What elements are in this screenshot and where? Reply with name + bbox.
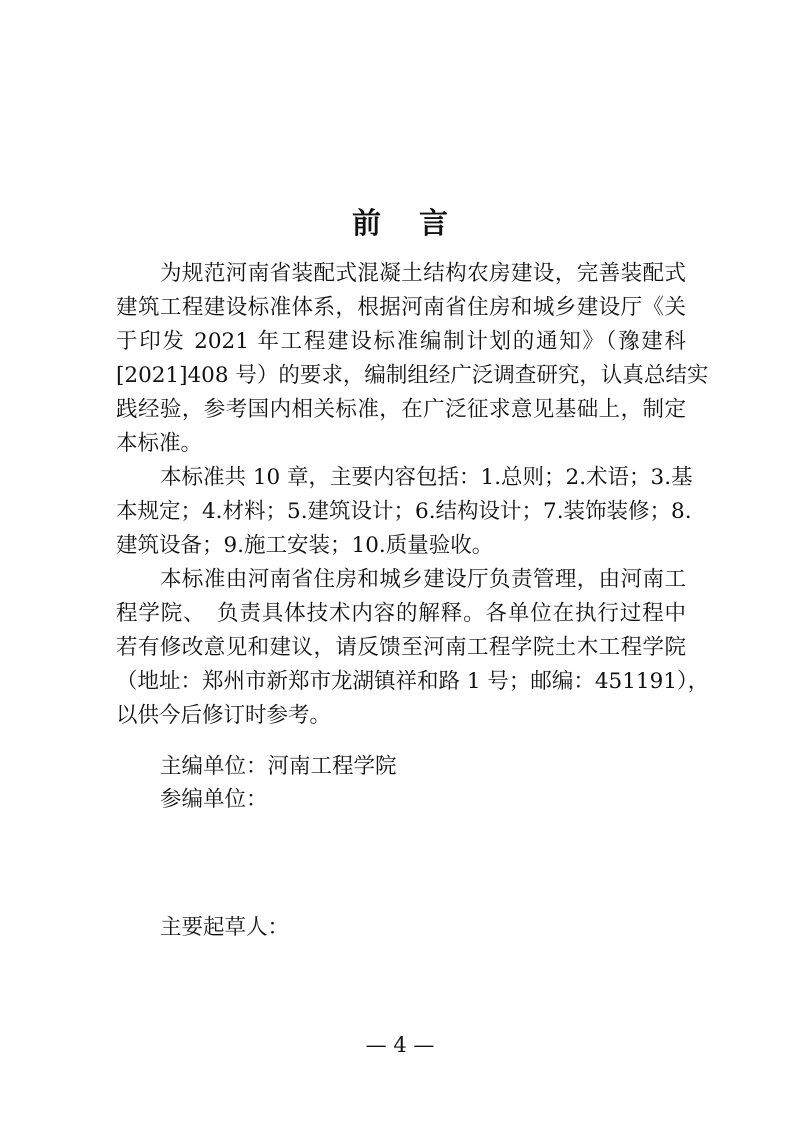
- paragraph-2-line-1: 本标准共 10 章，主要内容包括：1.总则；2.术语；3.基: [160, 465, 693, 490]
- paragraph-1-line-4: [2021]408 号）的要求，编制组经广泛调查研究，认真总结实: [116, 363, 709, 388]
- paragraph-2-line-2: 本规定；4.材料；5.建筑设计；6.结构设计；7.装饰装修；8.: [116, 499, 692, 524]
- paragraph-3-line-5: 以供今后修订时参考。: [116, 703, 332, 728]
- paragraph-3-line-3: 若有修改意见和建议，请反馈至河南工程学院土木工程学院: [116, 635, 686, 660]
- paragraph-2-line-3: 建筑设备；9.施工安装；10.质量验收。: [116, 533, 494, 558]
- paragraph-1-line-1: 为规范河南省装配式混凝土结构农房建设，完善装配式: [160, 261, 686, 286]
- participating-units: 参编单位：: [160, 787, 268, 812]
- chief-editor-unit: 主编单位：河南工程学院: [160, 754, 397, 779]
- paragraph-1-line-3: 于印发 2021 年工程建设标准编制计划的通知》（豫建科: [116, 329, 686, 354]
- paragraph-3-line-4: （地址：郑州市新郑市龙湖镇祥和路 1 号；邮编：451191），: [116, 669, 710, 694]
- paragraph-3-line-1: 本标准由河南省住房和城乡建设厅负责管理，由河南工: [160, 567, 686, 592]
- paragraph-3-line-2: 程学院、 负责具体技术内容的解释。各单位在执行过程中: [116, 601, 686, 626]
- page-number: — 4 —: [365, 1033, 435, 1057]
- paragraph-1-line-5: 践经验，参考国内相关标准，在广泛征求意见基础上，制定: [116, 397, 686, 422]
- paragraph-1-line-6: 本标准。: [116, 431, 203, 456]
- main-drafters: 主要起草人：: [160, 915, 290, 940]
- paragraph-1-line-2: 建筑工程建设标准体系，根据河南省住房和城乡建设厅《关: [116, 295, 686, 320]
- page-title: 前 言: [351, 206, 463, 240]
